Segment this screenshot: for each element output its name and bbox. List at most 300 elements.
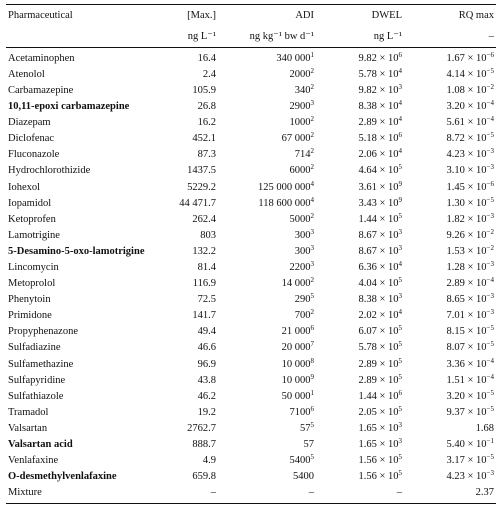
pharmaceutical-name: Fluconazole	[8, 149, 60, 161]
pharmaceutical-name: 10,11-epoxi carbamazepine	[8, 101, 130, 113]
dwel-exponent: 4	[398, 308, 402, 317]
rq-mantissa: 1.30 × 10	[446, 197, 487, 209]
dwel-mantissa: 1.65 × 10	[358, 422, 399, 434]
cell-rq-max	[404, 357, 496, 373]
dwel-mantissa: 2.89 × 10	[358, 358, 399, 370]
rq-mantissa: 4.14 × 10	[446, 68, 487, 80]
rq-mantissa: 8.65 × 10	[446, 294, 487, 306]
table-row	[6, 437, 496, 453]
dwel-mantissa: 8.67 × 10	[358, 245, 399, 257]
adi-value: 50 000	[281, 390, 311, 402]
dwel-mantissa: 6.36 × 10	[358, 262, 399, 274]
rq-mantissa: 1.82 × 10	[446, 213, 487, 225]
table-row	[6, 276, 496, 292]
max-concentration-value: 16.2	[197, 117, 216, 129]
adi-reference: 1	[310, 50, 314, 59]
rq-exponent: −4	[486, 372, 494, 381]
cell-pharmaceutical	[6, 453, 156, 469]
unit-pharmaceutical	[6, 27, 156, 48]
rq-exponent: −3	[486, 147, 494, 156]
max-concentration-value: 72.5	[197, 294, 216, 306]
max-concentration-value: 132.2	[192, 245, 216, 257]
adi-value: 5400	[293, 471, 314, 483]
dwel-mantissa: 2.89 × 10	[358, 117, 399, 129]
cell-rq-max	[404, 453, 496, 469]
rq-mantissa: 1.67 × 10	[446, 52, 487, 64]
adi-reference: 2	[310, 66, 314, 75]
cell-max-concentration	[156, 469, 218, 485]
pharmaceutical-name: Ketoprofen	[8, 213, 56, 225]
table-row	[6, 325, 496, 341]
dwel-mantissa: 5.78 × 10	[358, 342, 399, 354]
adi-reference: 1	[310, 388, 314, 397]
max-concentration-value: 105.9	[192, 84, 216, 96]
rq-exponent: −2	[486, 243, 494, 252]
cell-max-concentration	[156, 389, 218, 405]
adi-value: 57	[300, 422, 311, 434]
cell-rq-max	[404, 421, 496, 437]
max-concentration-value: 452.1	[192, 133, 216, 145]
cell-pharmaceutical	[6, 83, 156, 99]
table-row	[6, 389, 496, 405]
cell-adi	[218, 83, 316, 99]
table-row	[6, 453, 496, 469]
cell-pharmaceutical	[6, 292, 156, 308]
dwel-mantissa: 5.18 × 10	[358, 133, 399, 145]
cell-dwel	[316, 48, 404, 68]
adi-reference: 2	[310, 131, 314, 140]
adi-value: 2900	[289, 101, 311, 113]
rq-exponent: −5	[486, 195, 494, 204]
cell-dwel	[316, 99, 404, 115]
rq-exponent: −4	[486, 356, 494, 365]
table-row	[6, 83, 496, 99]
adi-reference: 3	[310, 99, 314, 108]
cell-adi	[218, 67, 316, 83]
dwel-exponent: 5	[398, 211, 402, 220]
adi-value: 340 000	[276, 52, 311, 64]
adi-reference: 2	[310, 276, 314, 285]
adi-value: 7100	[289, 406, 311, 418]
adi-reference: 3	[310, 227, 314, 236]
dwel-exponent: 6	[398, 50, 402, 59]
cell-rq-max	[404, 131, 496, 147]
cell-max-concentration	[156, 196, 218, 212]
cell-adi	[218, 341, 316, 357]
rq-mantissa: 3.20 × 10	[446, 101, 487, 113]
rq-exponent: −5	[486, 388, 494, 397]
pharmaceutical-name: Hydrochlorothizide	[8, 165, 91, 177]
cell-rq-max	[404, 292, 496, 308]
cell-adi	[218, 357, 316, 373]
cell-dwel	[316, 469, 404, 485]
table-row	[6, 48, 496, 68]
pharmaceutical-risk-table-container	[6, 4, 496, 504]
pharmaceutical-name: O-desmethylvenlafaxine	[8, 471, 117, 483]
rq-mantissa: 4.23 × 10	[446, 471, 487, 483]
pharmaceutical-name: Primidone	[8, 310, 52, 322]
cell-adi	[218, 115, 316, 131]
cell-pharmaceutical	[6, 437, 156, 453]
pharmaceutical-name: Acetaminophen	[8, 52, 75, 64]
dwel-mantissa: 8.38 × 10	[358, 294, 399, 306]
cell-pharmaceutical	[6, 486, 156, 504]
dwel-exponent: 4	[398, 260, 402, 269]
adi-value: 300	[294, 245, 311, 257]
dwel-mantissa: 8.38 × 10	[358, 101, 399, 113]
cell-pharmaceutical	[6, 357, 156, 373]
cell-dwel	[316, 148, 404, 164]
header-rq-max: RQ max	[404, 5, 496, 28]
dwel-exponent: 5	[398, 340, 402, 349]
pharmaceutical-name: Metoprolol	[8, 278, 56, 290]
table-row	[6, 99, 496, 115]
rq-exponent: −3	[486, 292, 494, 301]
cell-max-concentration	[156, 276, 218, 292]
adi-reference: 5	[310, 453, 314, 462]
cell-max-concentration	[156, 309, 218, 325]
dwel-exponent: 6	[398, 131, 402, 140]
dwel-mantissa: 3.43 × 10	[358, 197, 399, 209]
rq-exponent: −2	[486, 82, 494, 91]
cell-dwel	[316, 405, 404, 421]
max-concentration-value: 96.9	[197, 358, 216, 370]
adi-value: 14 000	[281, 278, 311, 290]
rq-mantissa: 8.72 × 10	[446, 133, 487, 145]
cell-pharmaceutical	[6, 115, 156, 131]
dwel-mantissa: 3.61 × 10	[358, 181, 399, 193]
cell-dwel	[316, 437, 404, 453]
header-adi: ADI	[218, 5, 316, 28]
cell-dwel	[316, 453, 404, 469]
pharmaceutical-name: Diazepam	[8, 117, 51, 129]
dwel-mantissa: 2.05 × 10	[358, 406, 399, 418]
adi-reference: 4	[310, 179, 314, 188]
cell-max-concentration	[156, 405, 218, 421]
cell-max-concentration	[156, 453, 218, 469]
cell-dwel	[316, 115, 404, 131]
cell-adi	[218, 373, 316, 389]
cell-pharmaceutical	[6, 228, 156, 244]
pharmaceutical-name: Propyphenazone	[8, 326, 78, 338]
max-concentration-value: 16.4	[197, 52, 216, 64]
rq-mantissa: 3.20 × 10	[446, 390, 487, 402]
cell-dwel	[316, 373, 404, 389]
cell-rq-max	[404, 260, 496, 276]
pharmaceutical-name: Phenytoin	[8, 294, 51, 306]
adi-value: –	[308, 487, 314, 499]
cell-dwel	[316, 228, 404, 244]
dwel-mantissa: 2.02 × 10	[358, 310, 399, 322]
rq-mantissa: 8.15 × 10	[446, 326, 487, 338]
cell-pharmaceutical	[6, 196, 156, 212]
header-dwel: DWEL	[316, 5, 404, 28]
pharmaceutical-name: Lincomycin	[8, 262, 59, 274]
cell-max-concentration	[156, 228, 218, 244]
adi-value: 125 000 000	[258, 181, 311, 193]
rq-exponent: −6	[486, 50, 494, 59]
dwel-mantissa: 6.07 × 10	[358, 326, 399, 338]
rq-mantissa: 8.07 × 10	[446, 342, 487, 354]
table-row	[6, 341, 496, 357]
max-concentration-value: 26.8	[197, 101, 216, 113]
dwel-mantissa: 1.44 × 10	[358, 213, 399, 225]
adi-value: 300	[294, 229, 311, 241]
pharmaceutical-risk-table	[6, 4, 496, 504]
cell-rq-max	[404, 148, 496, 164]
cell-adi	[218, 486, 316, 504]
adi-reference: 2	[310, 82, 314, 91]
dwel-mantissa: 1.44 × 10	[358, 390, 399, 402]
table-header	[6, 5, 496, 48]
cell-pharmaceutical	[6, 212, 156, 228]
adi-value: 5000	[289, 213, 311, 225]
adi-reference: 2	[310, 308, 314, 317]
cell-dwel	[316, 309, 404, 325]
cell-adi	[218, 48, 316, 68]
dwel-exponent: 3	[398, 292, 402, 301]
unit-rq-max: –	[404, 27, 496, 48]
cell-pharmaceutical	[6, 325, 156, 341]
rq-mantissa: 3.36 × 10	[446, 358, 487, 370]
rq-mantissa: 5.40 × 10	[446, 439, 487, 451]
rq-mantissa: 1.45 × 10	[446, 181, 487, 193]
cell-rq-max	[404, 325, 496, 341]
pharmaceutical-name: Iopamidol	[8, 197, 52, 209]
rq-mantissa: 1.28 × 10	[446, 262, 487, 274]
header-pharmaceutical: Pharmaceutical	[6, 5, 156, 28]
dwel-mantissa: 9.82 × 10	[358, 52, 399, 64]
cell-dwel	[316, 244, 404, 260]
cell-rq-max	[404, 67, 496, 83]
cell-adi	[218, 260, 316, 276]
dwel-exponent: 4	[398, 99, 402, 108]
rq-mantissa: 1.08 × 10	[446, 84, 487, 96]
max-concentration-value: 659.8	[192, 471, 216, 483]
cell-adi	[218, 437, 316, 453]
table-row	[6, 309, 496, 325]
rq-exponent: −3	[486, 308, 494, 317]
dwel-mantissa: 1.56 × 10	[358, 471, 399, 483]
cell-pharmaceutical	[6, 373, 156, 389]
max-concentration-value: –	[210, 487, 216, 499]
adi-reference: 8	[310, 356, 314, 365]
adi-value: 2200	[289, 262, 311, 274]
pharmaceutical-name: Sulfamethazine	[8, 358, 74, 370]
cell-pharmaceutical	[6, 341, 156, 357]
max-concentration-value: 43.8	[197, 374, 216, 386]
max-concentration-value: 46.6	[197, 342, 216, 354]
dwel-exponent: 9	[398, 179, 402, 188]
cell-rq-max	[404, 115, 496, 131]
table-row	[6, 421, 496, 437]
cell-adi	[218, 164, 316, 180]
header-row-units	[6, 27, 496, 48]
cell-pharmaceutical	[6, 244, 156, 260]
max-concentration-value: 2762.7	[187, 422, 216, 434]
table-row	[6, 180, 496, 196]
adi-value: 700	[294, 310, 311, 322]
dwel-mantissa: 5.78 × 10	[358, 68, 399, 80]
rq-mantissa: 2.89 × 10	[446, 278, 487, 290]
cell-dwel	[316, 292, 404, 308]
dwel-mantissa: –	[396, 487, 402, 499]
cell-rq-max	[404, 469, 496, 485]
cell-rq-max	[404, 228, 496, 244]
cell-rq-max	[404, 276, 496, 292]
max-concentration-value: 4.9	[202, 455, 216, 467]
pharmaceutical-name: Atenolol	[8, 68, 45, 80]
cell-rq-max	[404, 180, 496, 196]
cell-pharmaceutical	[6, 469, 156, 485]
unit-max-concentration: ng L⁻¹	[156, 27, 218, 48]
cell-rq-max	[404, 244, 496, 260]
cell-rq-max	[404, 48, 496, 68]
cell-adi	[218, 309, 316, 325]
rq-mantissa: 3.17 × 10	[446, 455, 487, 467]
cell-dwel	[316, 341, 404, 357]
dwel-exponent: 4	[398, 147, 402, 156]
cell-pharmaceutical	[6, 164, 156, 180]
table-row	[6, 357, 496, 373]
dwel-mantissa: 9.82 × 10	[358, 84, 399, 96]
rq-mantissa: 9.26 × 10	[446, 229, 487, 241]
cell-adi	[218, 325, 316, 341]
adi-reference: 3	[310, 260, 314, 269]
table-body	[6, 48, 496, 504]
rq-mantissa: 3.10 × 10	[446, 165, 487, 177]
header-row-labels	[6, 5, 496, 28]
dwel-mantissa: 4.04 × 10	[358, 278, 399, 290]
cell-dwel	[316, 131, 404, 147]
cell-pharmaceutical	[6, 67, 156, 83]
table-row	[6, 164, 496, 180]
cell-dwel	[316, 164, 404, 180]
cell-max-concentration	[156, 164, 218, 180]
cell-rq-max	[404, 196, 496, 212]
cell-dwel	[316, 83, 404, 99]
cell-adi	[218, 389, 316, 405]
rq-exponent: −5	[486, 453, 494, 462]
adi-reference: 2	[310, 211, 314, 220]
adi-reference: 4	[310, 195, 314, 204]
dwel-exponent: 6	[398, 388, 402, 397]
pharmaceutical-name: Valsartan acid	[8, 439, 73, 451]
cell-max-concentration	[156, 99, 218, 115]
rq-mantissa: 5.61 × 10	[446, 117, 487, 129]
dwel-exponent: 5	[398, 469, 402, 478]
rq-mantissa: 7.01 × 10	[446, 310, 487, 322]
table-row	[6, 486, 496, 504]
cell-max-concentration	[156, 48, 218, 68]
adi-value: 21 000	[281, 326, 311, 338]
rq-mantissa: 9.37 × 10	[446, 406, 487, 418]
max-concentration-value: 49.4	[197, 326, 216, 338]
adi-value: 20 000	[281, 342, 311, 354]
cell-max-concentration	[156, 260, 218, 276]
cell-max-concentration	[156, 437, 218, 453]
dwel-exponent: 5	[398, 404, 402, 413]
adi-value: 67 000	[281, 133, 311, 145]
pharmaceutical-name: Mixture	[8, 487, 42, 499]
adi-reference: 6	[310, 404, 314, 413]
unit-adi: ng kg⁻¹ bw d⁻¹	[218, 27, 316, 48]
cell-rq-max	[404, 341, 496, 357]
max-concentration-value: 5229.2	[187, 181, 216, 193]
rq-exponent: −3	[486, 163, 494, 172]
rq-mantissa: 4.23 × 10	[446, 149, 487, 161]
cell-adi	[218, 228, 316, 244]
adi-value: 57	[303, 439, 314, 451]
dwel-exponent: 3	[398, 227, 402, 236]
adi-value: 118 600 000	[258, 197, 311, 209]
rq-exponent: −3	[486, 211, 494, 220]
adi-value: 6000	[289, 165, 311, 177]
adi-value: 5400	[289, 455, 311, 467]
dwel-exponent: 3	[398, 82, 402, 91]
cell-max-concentration	[156, 244, 218, 260]
cell-adi	[218, 212, 316, 228]
cell-dwel	[316, 260, 404, 276]
dwel-exponent: 5	[398, 356, 402, 365]
rq-exponent: −5	[486, 404, 494, 413]
table-row	[6, 67, 496, 83]
cell-rq-max	[404, 212, 496, 228]
pharmaceutical-name: Tramadol	[8, 406, 49, 418]
cell-max-concentration	[156, 325, 218, 341]
dwel-exponent: 4	[398, 66, 402, 75]
cell-pharmaceutical	[6, 309, 156, 325]
cell-pharmaceutical	[6, 405, 156, 421]
adi-value: 714	[294, 149, 311, 161]
max-concentration-value: 141.7	[192, 310, 216, 322]
dwel-exponent: 3	[398, 420, 402, 429]
dwel-exponent: 9	[398, 195, 402, 204]
table-row	[6, 405, 496, 421]
cell-adi	[218, 131, 316, 147]
rq-exponent: −5	[486, 340, 494, 349]
cell-pharmaceutical	[6, 99, 156, 115]
table-row	[6, 212, 496, 228]
max-concentration-value: 81.4	[197, 262, 216, 274]
cell-dwel	[316, 67, 404, 83]
table-row	[6, 196, 496, 212]
cell-max-concentration	[156, 421, 218, 437]
adi-value: 340	[294, 84, 311, 96]
cell-adi	[218, 292, 316, 308]
cell-max-concentration	[156, 212, 218, 228]
pharmaceutical-name: Sulfapyridine	[8, 374, 66, 386]
max-concentration-value: 1437.5	[187, 165, 216, 177]
cell-rq-max	[404, 405, 496, 421]
table-row	[6, 292, 496, 308]
rq-exponent: −4	[486, 276, 494, 285]
rq-exponent: −1	[486, 437, 494, 446]
cell-max-concentration	[156, 357, 218, 373]
dwel-exponent: 4	[398, 115, 402, 124]
cell-dwel	[316, 389, 404, 405]
pharmaceutical-name: Iohexol	[8, 181, 41, 193]
table-row	[6, 469, 496, 485]
cell-adi	[218, 180, 316, 196]
rq-exponent: −5	[486, 66, 494, 75]
adi-reference: 2	[310, 163, 314, 172]
cell-max-concentration	[156, 83, 218, 99]
pharmaceutical-name: Diclofenac	[8, 133, 55, 145]
cell-max-concentration	[156, 486, 218, 504]
cell-adi	[218, 405, 316, 421]
table-row	[6, 373, 496, 389]
